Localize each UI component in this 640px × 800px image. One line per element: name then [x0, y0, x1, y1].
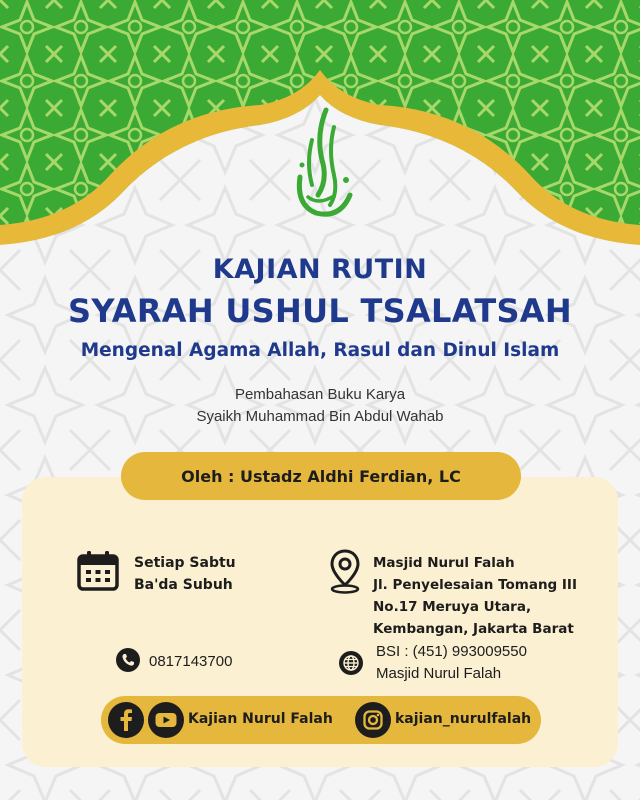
- subtitle: Mengenal Agama Allah, Rasul dan Dinul Islam: [80, 340, 560, 361]
- title-main: SYARAH USHUL TSALATSAH: [68, 292, 572, 330]
- phone-number: 0817143700: [149, 653, 233, 670]
- address-line-2: Jl. Penyelesaian Tomang III: [373, 577, 577, 593]
- book-line-2: Syaikh Muhammad Bin Abdul Wahab: [196, 408, 444, 425]
- address-text: [373, 552, 577, 640]
- globe-icon: [339, 651, 363, 675]
- calendar-icon: [76, 550, 120, 592]
- bank-account: BSI : (451) 993009550: [376, 643, 527, 660]
- address-line-1: Masjid Nurul Falah: [373, 555, 515, 571]
- facebook-icon[interactable]: [108, 702, 144, 738]
- schedule-line-2: Ba'da Subuh: [134, 577, 233, 593]
- schedule-line-1: Setiap Sabtu: [134, 555, 236, 571]
- title-kajian-rutin: KAJIAN RUTIN: [212, 254, 428, 285]
- instagram-icon[interactable]: [355, 702, 391, 738]
- calligraphy-logo: [288, 105, 358, 230]
- address-line-4: Kembangan, Jakarta Barat: [373, 621, 574, 637]
- book-info: [0, 384, 640, 428]
- location-pin-icon: [328, 548, 362, 594]
- youtube-icon[interactable]: [148, 702, 184, 738]
- bank-info: [376, 641, 527, 685]
- schedule-text: [134, 552, 236, 596]
- address-line-3: No.17 Meruya Utara,: [373, 599, 532, 615]
- social-name: Kajian Nurul Falah: [188, 711, 333, 727]
- bank-account-name: Masjid Nurul Falah: [376, 665, 502, 682]
- book-line-1: Pembahasan Buku Karya: [234, 386, 406, 403]
- phone-icon: [116, 648, 140, 672]
- speaker-pill: [121, 452, 521, 500]
- speaker-label: Oleh : Ustadz Aldhi Ferdian, LC: [181, 466, 461, 486]
- instagram-handle: kajian_nurulfalah: [395, 711, 532, 727]
